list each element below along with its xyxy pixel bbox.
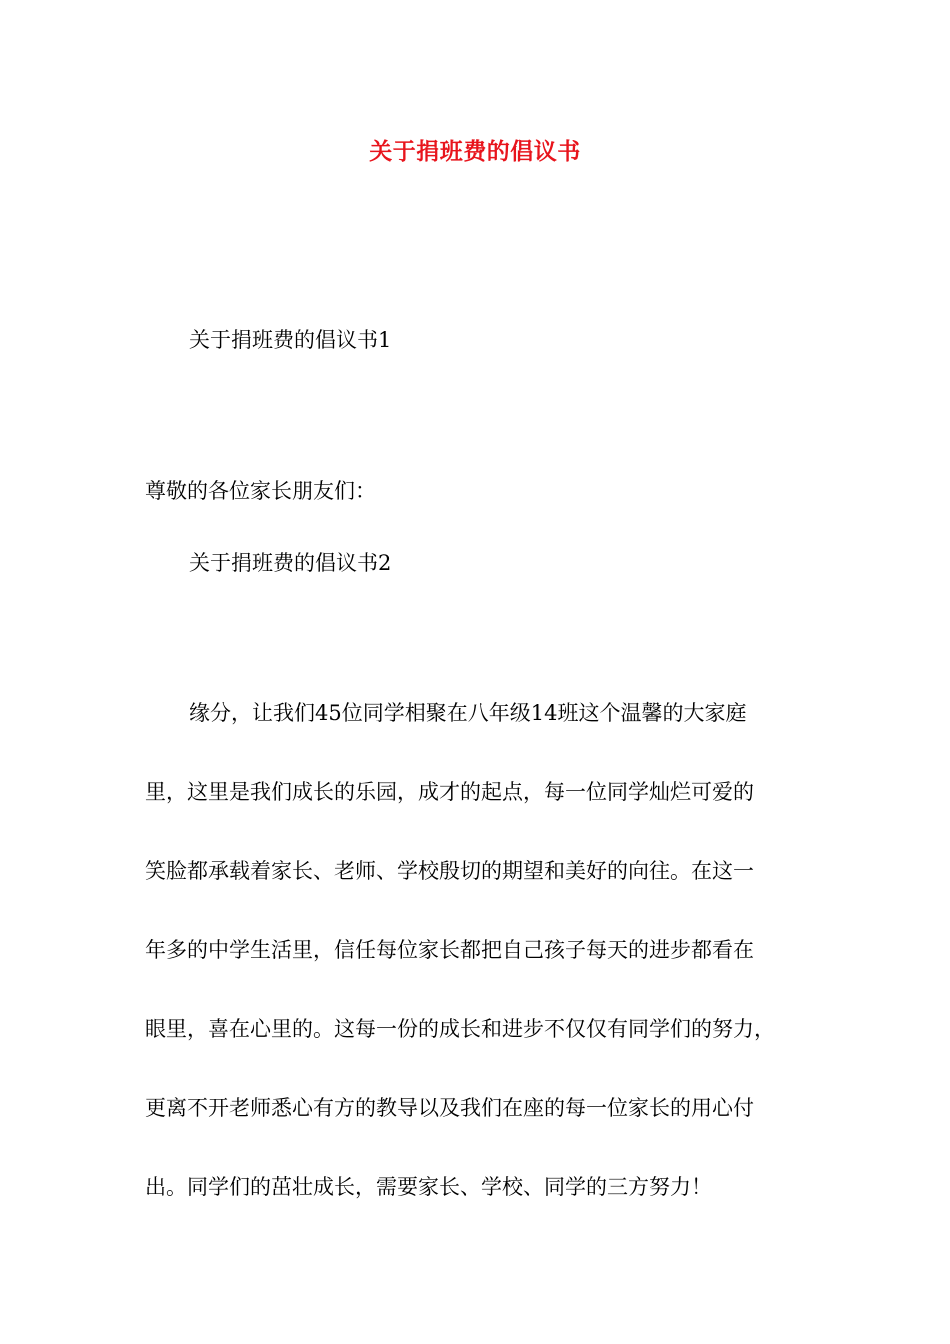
body-line: 出。同学们的茁壮成长，需要家长、学校、同学的三方努力！ bbox=[145, 1175, 712, 1199]
body-line: 年多的中学生活里，信任每位家长都把自己孩子每天的进步都看在 bbox=[145, 938, 754, 962]
body-line: 里，这里是我们成长的乐园，成才的起点，每一位同学灿烂可爱的 bbox=[145, 780, 754, 804]
body-line: 眼里，喜在心里的。这每一份的成长和进步不仅仅有同学们的努力， bbox=[145, 1017, 775, 1041]
document-title: 关于捐班费的倡议书 bbox=[369, 138, 581, 165]
section-heading-2: 关于捐班费的倡议书2 bbox=[189, 551, 392, 575]
section-heading-1: 关于捐班费的倡议书1 bbox=[189, 328, 392, 352]
body-paragraph bbox=[145, 698, 813, 1251]
body-line: 更离不开老师悉心有方的教导以及我们在座的每一位家长的用心付 bbox=[145, 1096, 754, 1120]
body-line: 笑脸都承载着家长、老师、学校殷切的期望和美好的向往。在这一 bbox=[145, 859, 754, 883]
body-line: 缘分，让我们45位同学相聚在八年级14班这个温馨的大家庭 bbox=[189, 701, 747, 725]
salutation: 尊敬的各位家长朋友们： bbox=[145, 479, 376, 503]
